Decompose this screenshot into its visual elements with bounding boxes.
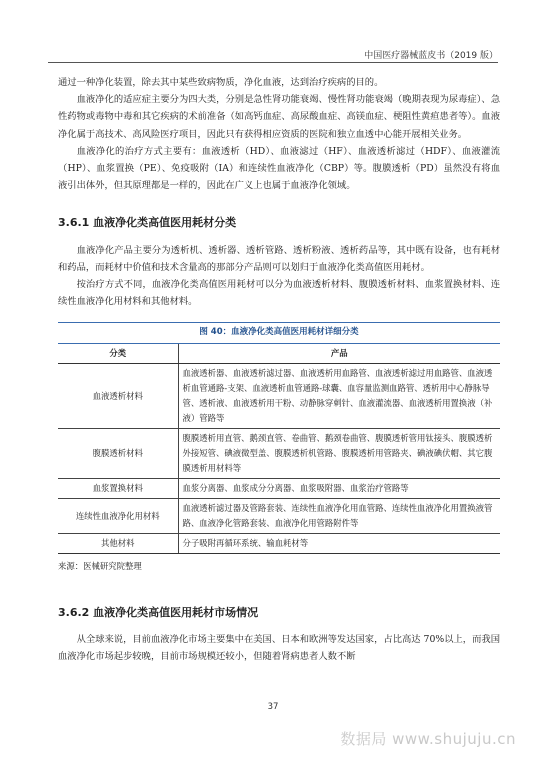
page-content bbox=[58, 74, 500, 665]
table-header-products: 产品 bbox=[178, 344, 500, 364]
table-caption: 图 40：血液净化类高值医用耗材详细分类 bbox=[58, 322, 500, 344]
table-cell-products: 血液透析器、血液透析滤过器、血液透析用血路管、血液透析滤过用血路管、血液透析血管通路-支架、血液透析血管通路-球囊、血容量监测血路管、透析用中心静脉导管、透析液、血液透析用干粉、动静脉穿刺针、血液灌流器、血液透析用置换液（补液）管路等 bbox=[178, 364, 500, 429]
intro-paragraph-3: 血液净化的治疗方式主要有：血液透析（HD）、血液滤过（HF）、血液透析滤过（HDF）、血液灌流（HP）、血浆置换（PE）、免疫吸附（IA）和连续性血液净化（CBP）等。腹膜透析（PD）虽然没有将血液引出体外，但其原理都是一样的，因此在广义上也属于血液净化领域。 bbox=[58, 145, 500, 192]
table-header-category: 分类 bbox=[58, 344, 178, 364]
classification-table-wrapper bbox=[58, 322, 500, 575]
section-title-3-6-1: 3.6.1 血液净化类高值医用耗材分类 bbox=[58, 216, 237, 230]
table-cell-products: 血液透析滤过器及管路套装、连续性血液净化用血管路、连续性血液净化用置换液管路、血液净化管路套装、血液净化用管路附件等 bbox=[178, 499, 500, 534]
table-row bbox=[58, 479, 500, 499]
table-header-row bbox=[58, 344, 500, 364]
watermark: 数据局 www.shujuju.cn bbox=[340, 730, 516, 748]
table-cell-category: 血液透析材料 bbox=[58, 364, 178, 429]
table-row bbox=[58, 364, 500, 429]
intro-paragraph-2: 血液净化的适应症主要分为四大类，分别是急性肾功能衰竭、慢性肾功能衰竭（晚期表现为尿毒症）、急性药物或毒物中毒和其它疾病的术前准备（如高钙血症、高尿酸血症、高镁血症、梗阻性黄疸患者等）。血液净化属于高技术、高风险医疗项目，因此只有获得相应资质的医院和独立血透中心能开展相关业务。 bbox=[58, 94, 500, 140]
table-source-note: 来源：医械研究院整理 bbox=[58, 561, 142, 572]
header-title: 中国医疗器械蓝皮书（2019 版） bbox=[364, 51, 498, 61]
table-cell-category: 连续性血液净化用材料 bbox=[58, 499, 178, 534]
table-cell-products: 血浆分离器、血浆成分分离器、血浆吸附器、血浆治疗管路等 bbox=[178, 479, 500, 499]
classification-table bbox=[58, 322, 500, 554]
table-row bbox=[58, 429, 500, 479]
section1-paragraph-1: 血液净化产品主要分为透析机、透析器、透析管路、透析粉液、透析药品等，其中既有设备，也有耗材和药品，而耗材中价值和技术含量高的那部分产品则可以划归于血液净化类高值医用耗材。 bbox=[58, 244, 500, 273]
table-cell-category: 血浆置换材料 bbox=[58, 479, 178, 499]
section1-paragraph-2: 按治疗方式不同，血液净化类高值医用耗材可以分为血液透析材料、腹膜透析材料、血浆置换材料、连续性血液净化用材料和其他材料。 bbox=[58, 279, 500, 308]
table-row bbox=[58, 499, 500, 534]
table-cell-products: 腹膜透析用直管、鹅颈直管、卷曲管、鹅颈卷曲管、腹膜透析管用钛接头、腹膜透析外接短管、碘液微型盖、腹膜透析机管路、腹膜透析用管路夹、碘液碘伏帽、其它腹膜透析用材料等 bbox=[178, 429, 500, 479]
intro-paragraph-1: 通过一种净化装置，除去其中某些致病物质，净化血液，达到治疗疾病的目的。 bbox=[58, 77, 384, 88]
table-row bbox=[58, 534, 500, 554]
section2-paragraph-1: 从全球来说，目前血液净化市场主要集中在美国、日本和欧洲等发达国家，占比高达 70%以上，而我国血液净化市场起步较晚，目前市场规模还较小，但随着肾病患者人数不断 bbox=[58, 633, 500, 663]
table-cell-category: 腹膜透析材料 bbox=[58, 429, 178, 479]
table-cell-products: 分子吸附再循环系统、输血耗材等 bbox=[178, 534, 500, 554]
section-title-3-6-2: 3.6.2 血液净化类高值医用耗材市场情况 bbox=[58, 605, 259, 619]
page-number: 37 bbox=[267, 702, 279, 712]
header-rule bbox=[48, 62, 498, 63]
table-cell-category: 其他材料 bbox=[58, 534, 178, 554]
